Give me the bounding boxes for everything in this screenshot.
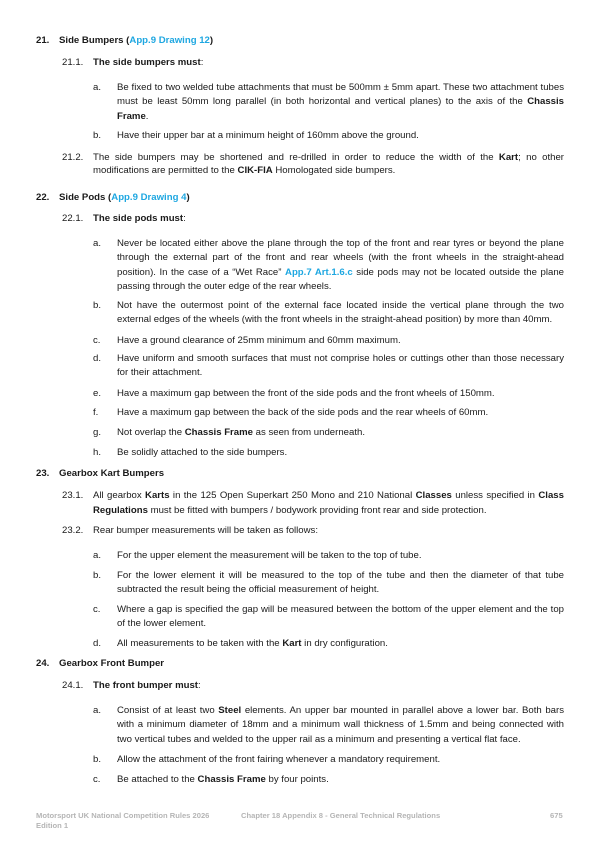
item-text: Be attached to the [117, 774, 198, 785]
item-text: Consist of at least two [117, 705, 219, 716]
clause-title: The side pods must [93, 213, 184, 224]
item-label: a. [93, 238, 102, 249]
section-title: Side Pods [59, 192, 106, 203]
clause-text: Homologated side bumpers. [272, 165, 396, 176]
section-number: 24. [36, 658, 50, 669]
item-text: Not overlap the [117, 427, 185, 438]
item-label: b. [93, 300, 102, 311]
defined-term: Chassis Frame [184, 427, 253, 438]
list-item [93, 352, 564, 381]
defined-term: Karts [145, 490, 170, 501]
item-label: d. [93, 353, 102, 364]
item-label: h. [93, 447, 102, 458]
item-label: c. [93, 774, 101, 785]
clause-number: 21.2. [62, 152, 84, 163]
article-reference-link[interactable]: App.7 Art.1.6.c [285, 266, 353, 278]
clause-text: All gearbox [93, 490, 146, 501]
item-text: Never be located either above the plane through the top of the front and rear tyres or beyond the plane through the external part of the front and rear wheels (with the front wheels in the straight-ahead position). In the case of a “Wet Race” [117, 238, 564, 278]
defined-term: Chassis Frame [197, 774, 266, 785]
list-item [93, 603, 564, 632]
page-number: 675 [550, 811, 563, 820]
list-item [93, 704, 564, 747]
list-item [93, 129, 564, 143]
defined-term: Steel [218, 705, 242, 716]
section-number: 22. [36, 192, 50, 203]
clause-number: 24.1. [62, 680, 84, 691]
clause-21-2 [62, 151, 564, 177]
item-text: Where a gap is specified the gap will be measured between the bottom of the upper element and the top of the lower element. [117, 604, 564, 630]
clause-text: unless specified in [451, 490, 539, 501]
clause-21-1: 21.1. The side bumpers must: [62, 57, 204, 68]
list-item [93, 753, 564, 767]
item-text: Be solidly attached to the side bumpers. [117, 447, 288, 458]
item-label: c. [93, 604, 101, 615]
clause-number: 23.2. [62, 525, 84, 536]
defined-term: CIK-FIA [237, 165, 273, 176]
clause-23-1 [62, 489, 564, 518]
item-text: Have a maximum gap between the front of the side pods and the front wheels of 150mm. [117, 388, 495, 399]
item-label: c. [93, 335, 101, 346]
defined-term: Class Regulations [93, 490, 564, 516]
clause-24-1: 24.1. The front bumper must: [62, 680, 201, 691]
list-item [93, 81, 564, 124]
clause-text: in the 125 Open Superkart 250 Mono and 210 National [169, 490, 416, 501]
list-item [93, 406, 564, 420]
footer-title: Motorsport UK National Competition Rules 2026 [36, 811, 210, 820]
list-item [93, 637, 564, 651]
item-text: side pods may not be located outside the plane passing through the outer edge of the rear wheels. [117, 266, 564, 293]
clause-number: 22.1. [62, 213, 84, 224]
footer-edition: Edition 1 [36, 821, 69, 830]
section-21-heading: 21. Side Bumpers (App.9 Drawing 12) [36, 35, 214, 46]
item-text: All measurements to be taken with the [117, 638, 283, 649]
clause-number: 23.1. [62, 490, 84, 501]
item-label: e. [93, 388, 102, 399]
footer-publication [36, 811, 209, 831]
defined-term: Chassis Frame [117, 96, 564, 122]
clause-text: ; no other modifications are permitted to the [93, 152, 564, 176]
item-text: Be fixed to two welded tube attachments that must be 500mm ± 5mm apart. These two attachment tubes must be least 50mm long parallel (in both horizontal and vertical planes) to the axis of the [117, 82, 564, 108]
section-title: Side Bumpers [59, 35, 124, 46]
item-label: g. [93, 427, 102, 438]
item-text: in dry configuration. [301, 638, 388, 649]
clause-number: 21.1. [62, 57, 84, 68]
item-label: d. [93, 638, 102, 649]
defined-term: Classes [415, 490, 452, 501]
item-text: Have uniform and smooth surfaces that must not comprise holes or cuttings other than those necessary for their attachment. [117, 353, 564, 379]
clause-text: The side bumpers may be shortened and re-drilled in order to reduce the width of the [93, 152, 499, 163]
item-text: as seen from underneath. [253, 427, 365, 438]
item-label: b. [93, 130, 102, 141]
item-label: b. [93, 754, 102, 765]
item-text: Allow the attachment of the front fairing whenever a mandatory requirement. [117, 754, 441, 765]
clause-text: must be fitted with bumpers / bodywork providing front rear and side protection. [147, 504, 487, 516]
list-item [93, 426, 564, 440]
item-label: a. [93, 550, 102, 561]
clause-23-2 [62, 524, 564, 537]
item-text: For the upper element the measurement will be taken to the top of tube. [117, 550, 422, 561]
defined-term: Kart [498, 152, 519, 163]
list-item [93, 446, 564, 460]
item-label: a. [93, 82, 102, 93]
item-text: . [145, 110, 149, 122]
item-text: elements. An upper bar mounted in parallel above a lower bar. Both bars with a minimum diameter of 18mm and a minimum wall thickness of 1.5mm and being connected with two vertical tubes and welded to the upper rail as a minimum and presenting a vertical flat face. [117, 705, 564, 745]
list-item [93, 299, 564, 328]
drawing-reference-link[interactable]: App.9 Drawing 4 [111, 192, 187, 203]
clause-title: The front bumper must [93, 680, 198, 691]
section-title: Gearbox Front Bumper [59, 658, 165, 669]
section-number: 23. [36, 468, 50, 479]
list-item [93, 549, 564, 563]
list-item [93, 387, 564, 401]
list-item [93, 334, 564, 348]
section-number: 21. [36, 35, 50, 46]
item-text: Have their upper bar at a minimum height of 160mm above the ground. [117, 130, 419, 141]
item-label: a. [93, 705, 102, 716]
item-text: Have a ground clearance of 25mm minimum and 60mm maximum. [117, 335, 401, 346]
item-text: by four points. [265, 774, 329, 785]
clause-title: The side bumpers must [93, 57, 201, 68]
clause-text: Rear bumper measurements will be taken as follows: [93, 525, 319, 536]
list-item [93, 237, 564, 295]
item-label: f. [93, 407, 99, 418]
clause-22-1: 22.1. The side pods must: [62, 213, 186, 224]
defined-term: Kart [282, 638, 302, 649]
footer-chapter: Chapter 18 Appendix 8 - General Technical Regulations [241, 811, 441, 820]
section-23-heading [36, 467, 164, 480]
item-text: Not have the outermost point of the external face located inside the vertical plane through the two external edges of the wheels (with the front wheels in the straight-ahead position) by more than 40mm. [117, 300, 564, 326]
drawing-reference-link[interactable]: App.9 Drawing 12 [129, 35, 210, 46]
item-text: For the lower element it will be measured to the top of the tube and then the diameter of that tube subtracted the result being the official measurement of height. [117, 570, 564, 596]
list-item [93, 569, 564, 598]
item-label: b. [93, 570, 102, 581]
section-title: Gearbox Kart Bumpers [59, 468, 165, 479]
item-text: Have a maximum gap between the back of the side pods and the rear wheels of 60mm. [117, 407, 489, 418]
section-24-heading [36, 657, 164, 670]
list-item [93, 773, 564, 787]
section-22-heading: 22. Side Pods (App.9 Drawing 4) [36, 192, 190, 203]
